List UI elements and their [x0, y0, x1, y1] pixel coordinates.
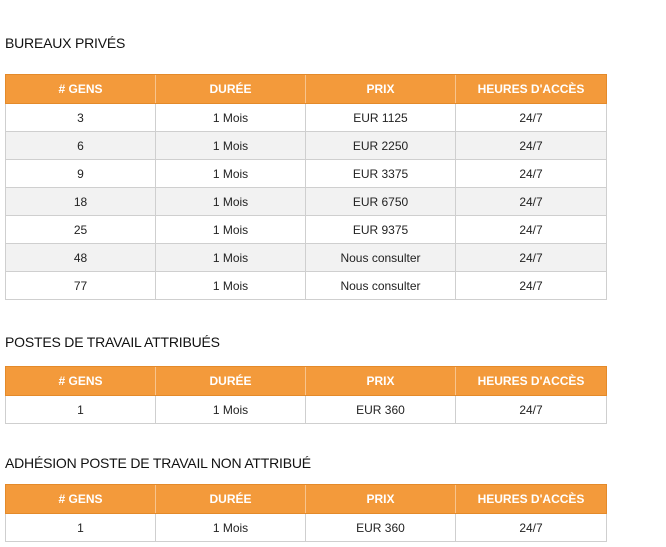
cell-duration: 1 Mois [156, 216, 306, 244]
cell-duration: 1 Mois [156, 132, 306, 160]
cell-people: 1 [6, 514, 156, 542]
cell-people: 48 [6, 244, 156, 272]
cell-access-hours: 24/7 [456, 188, 607, 216]
cell-price: EUR 2250 [306, 132, 456, 160]
column-header-access-hours: HEURES D'ACCÈS [456, 75, 607, 104]
cell-access-hours: 24/7 [456, 396, 607, 424]
column-header-duration: DURÉE [156, 367, 306, 396]
column-header-access-hours: HEURES D'ACCÈS [456, 485, 607, 514]
table-row [6, 514, 607, 542]
cell-access-hours: 24/7 [456, 514, 607, 542]
cell-price: Nous consulter [306, 244, 456, 272]
table-row [6, 104, 607, 132]
cell-price: EUR 9375 [306, 216, 456, 244]
cell-price: Nous consulter [306, 272, 456, 300]
cell-duration: 1 Mois [156, 396, 306, 424]
cell-people: 3 [6, 104, 156, 132]
column-header-price: PRIX [306, 367, 456, 396]
cell-people: 6 [6, 132, 156, 160]
cell-access-hours: 24/7 [456, 132, 607, 160]
cell-people: 25 [6, 216, 156, 244]
cell-duration: 1 Mois [156, 104, 306, 132]
cell-access-hours: 24/7 [456, 244, 607, 272]
table-header-row [6, 75, 607, 104]
cell-duration: 1 Mois [156, 160, 306, 188]
cell-duration: 1 Mois [156, 188, 306, 216]
table-row [6, 132, 607, 160]
cell-price: EUR 360 [306, 514, 456, 542]
column-header-people: # GENS [6, 367, 156, 396]
column-header-price: PRIX [306, 75, 456, 104]
cell-people: 77 [6, 272, 156, 300]
cell-access-hours: 24/7 [456, 104, 607, 132]
table-row [6, 216, 607, 244]
cell-duration: 1 Mois [156, 514, 306, 542]
cell-people: 18 [6, 188, 156, 216]
table-row [6, 272, 607, 300]
cell-access-hours: 24/7 [456, 272, 607, 300]
table-row [6, 244, 607, 272]
table-row [6, 188, 607, 216]
cell-access-hours: 24/7 [456, 216, 607, 244]
table-row [6, 160, 607, 188]
table-header-row [6, 485, 607, 514]
cell-price: EUR 6750 [306, 188, 456, 216]
column-header-duration: DURÉE [156, 75, 306, 104]
column-header-price: PRIX [306, 485, 456, 514]
cell-access-hours: 24/7 [456, 160, 607, 188]
cell-people: 9 [6, 160, 156, 188]
column-header-access-hours: HEURES D'ACCÈS [456, 367, 607, 396]
cell-duration: 1 Mois [156, 244, 306, 272]
cell-price: EUR 1125 [306, 104, 456, 132]
pricing-table-bureaux-prives [5, 74, 607, 300]
column-header-duration: DURÉE [156, 485, 306, 514]
cell-price: EUR 360 [306, 396, 456, 424]
pricing-table-adhesion-non-attribue [5, 484, 607, 542]
section-title: BUREAUX PRIVÉS [5, 35, 126, 51]
section-title: ADHÉSION POSTE DE TRAVAIL NON ATTRIBUÉ [5, 455, 311, 471]
column-header-people: # GENS [6, 485, 156, 514]
section-title: POSTES DE TRAVAIL ATTRIBUÉS [5, 334, 220, 350]
cell-price: EUR 3375 [306, 160, 456, 188]
table-row [6, 396, 607, 424]
column-header-people: # GENS [6, 75, 156, 104]
cell-duration: 1 Mois [156, 272, 306, 300]
cell-people: 1 [6, 396, 156, 424]
pricing-table-postes-attribues [5, 366, 607, 424]
table-header-row [6, 367, 607, 396]
